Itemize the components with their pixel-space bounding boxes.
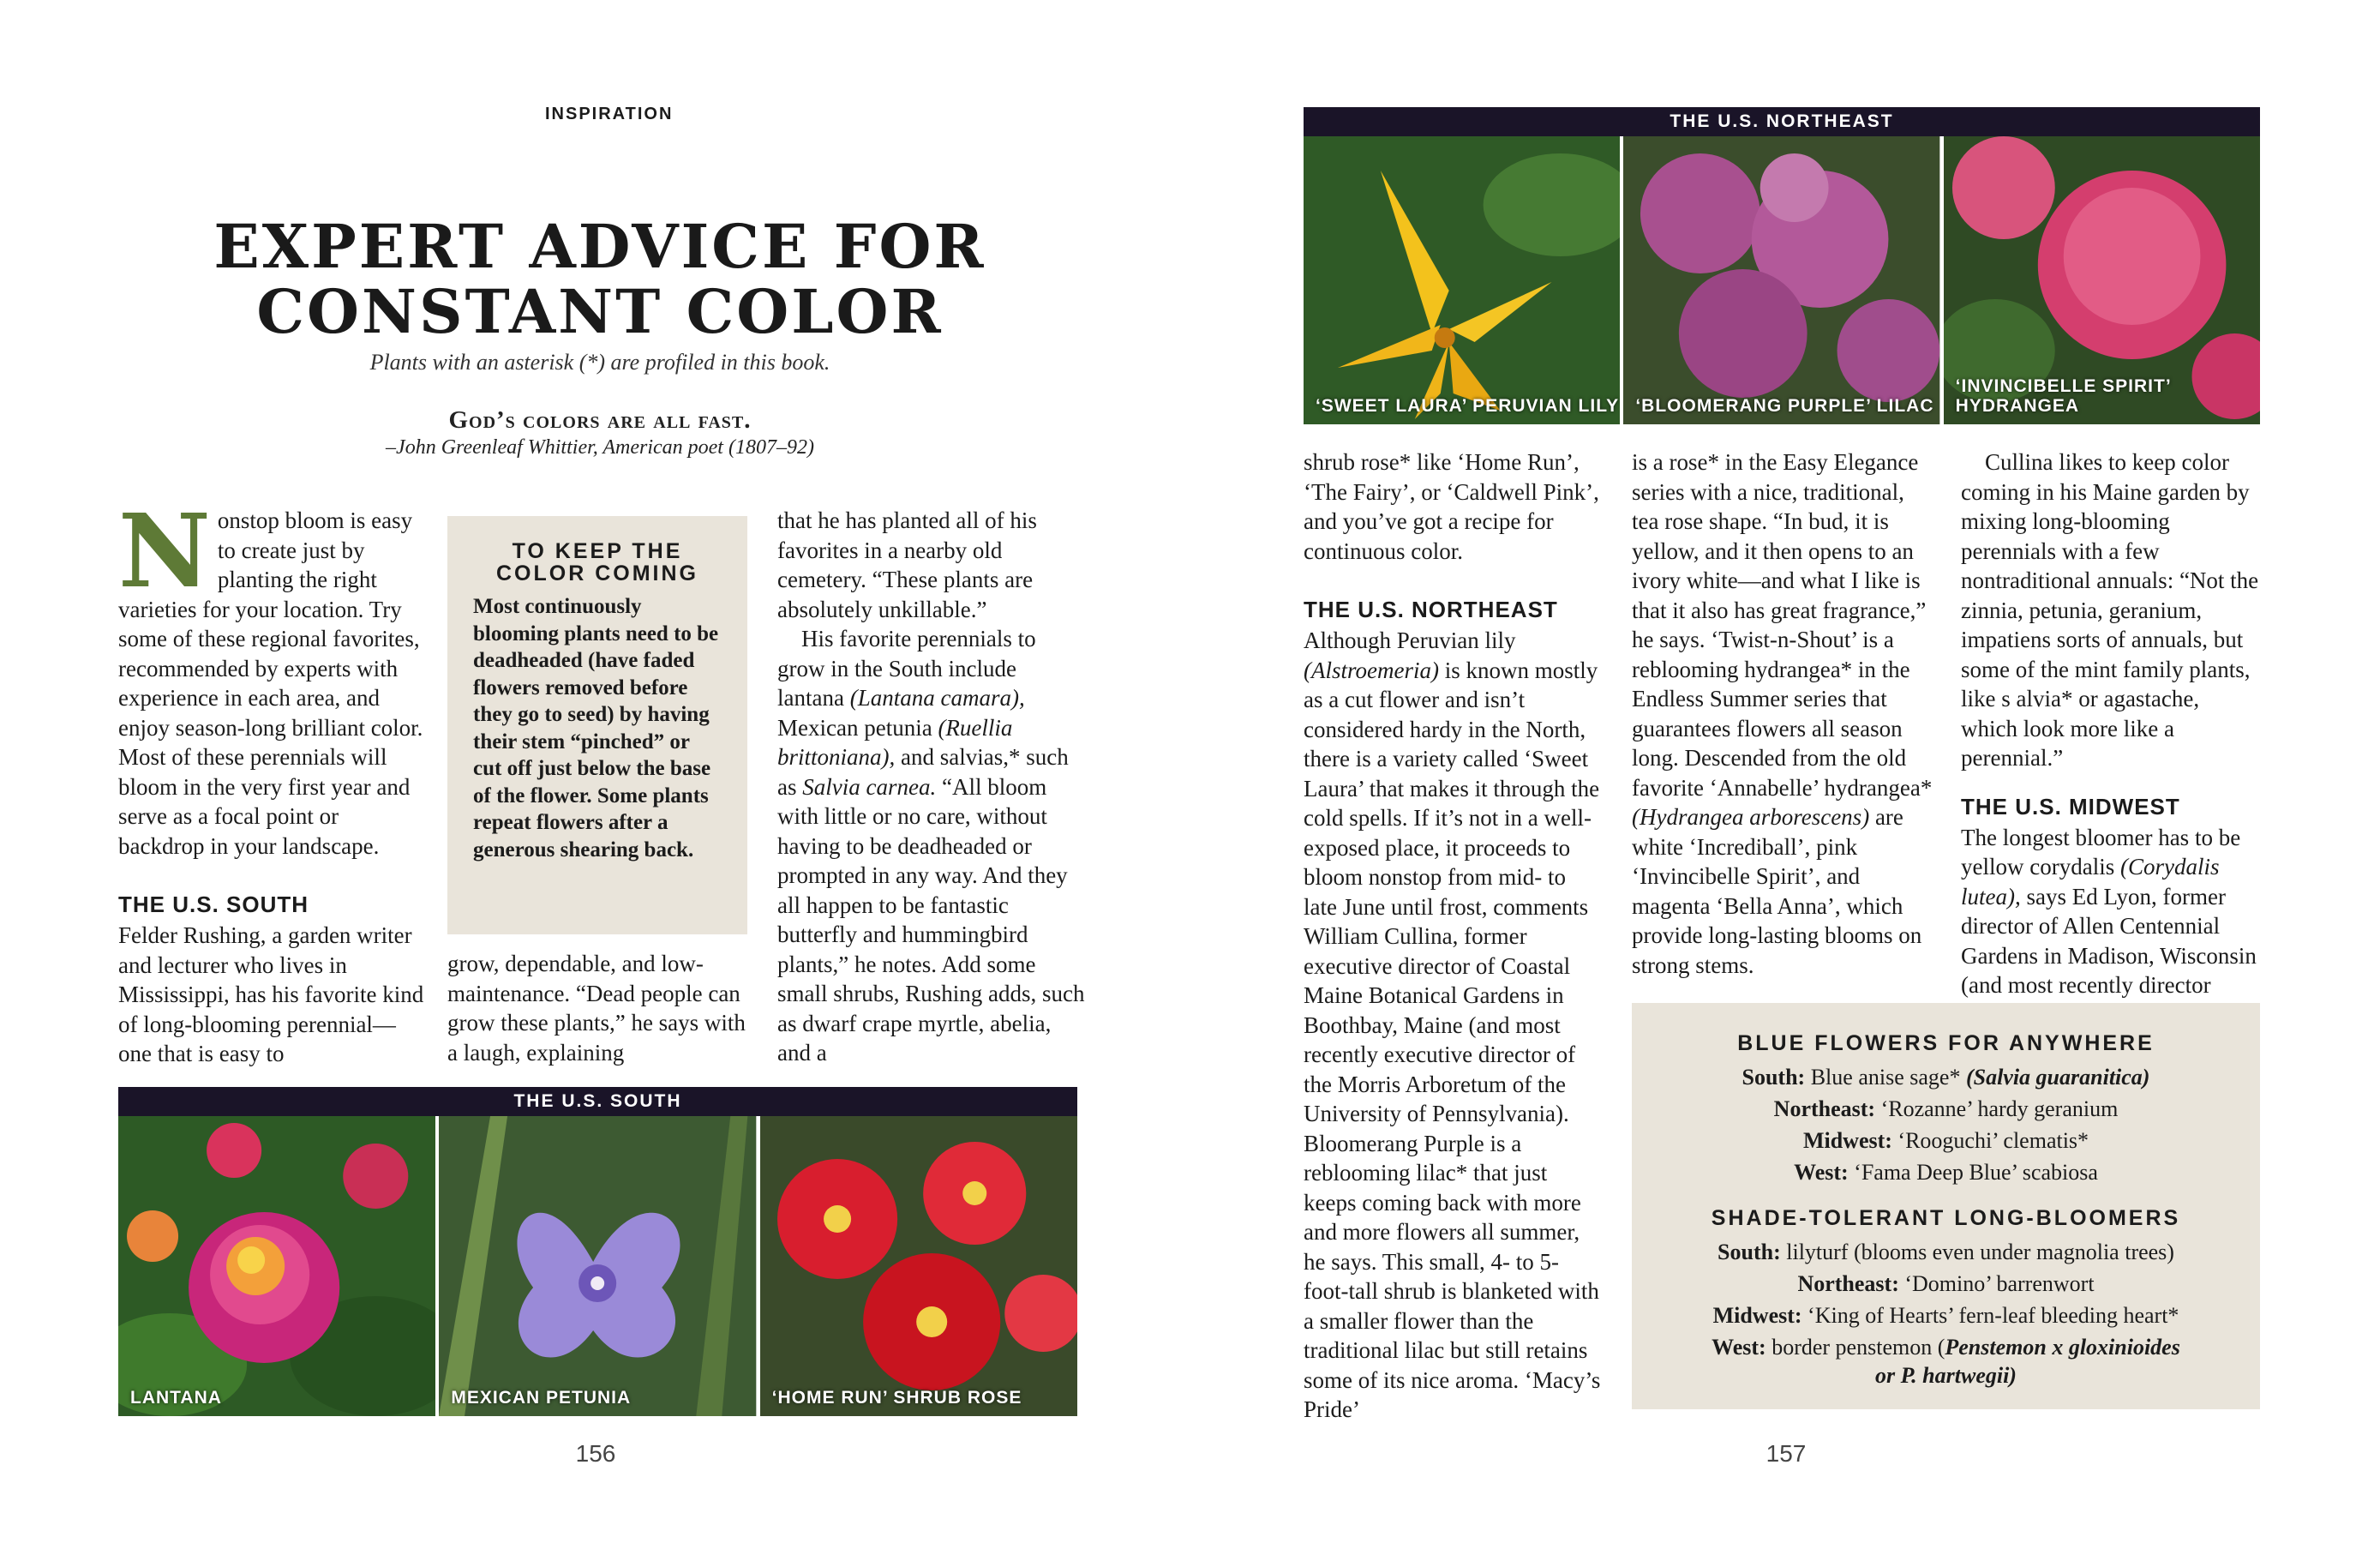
rose-image [760, 1116, 1077, 1416]
plant-list-item: Northeast: ‘Domino’ barrenwort [1797, 1271, 2095, 1296]
col2-paragraph: grow, dependable, and low-maintenance. “Dead people can grow these plants,” he says with a laugh, explaining [447, 951, 746, 1066]
northeast-heading: THE U.S. NORTHEAST [1304, 597, 1558, 622]
article-title [171, 211, 1028, 347]
sidebar-title-line-1: TO KEEP THE [512, 539, 683, 563]
northeast-paragraph: Although Peruvian lily (Alstroemeria) is known mostly as a cut flower and isn’t considered hardy in the North, there is a variety called ‘Sweet Laura’ that makes it through the cold spells. If it’s not in a well-exposed place, it proceeds to bloom nonstop from mid- to late June until frost, comments William Cullina, former executive director of Coastal Maine Botanical Gardens in Boothbay, Maine (and most recently executive director of the Morris Arboretum of the University of Pennsylvania). Bloomerang Purple is a reblooming lilac* that just keeps coming back with more and more flowers all summer, he says. This small, 4- to 5-foot-tall shrub is blanketed with a smaller flower than the traditional lilac but still retains some of its nice aroma. ‘Macy’s Pride’ [1304, 627, 1601, 1422]
plant-list-item: South: lilyturf (blooms even under magnolia trees) [1718, 1240, 2174, 1264]
blue-flowers-list [1649, 1061, 2243, 1188]
photo-home-run-rose [760, 1116, 1077, 1416]
title-line-2: CONSTANT COLOR [256, 276, 944, 347]
left-column-3 [777, 506, 1086, 1068]
col3-paragraph-2: His favorite perennials to grow in the South include lantana (Lantana camara), Mexican petunia (Ruellia brittoniana), and salvias,* such as Salvia carnea. “All bloom with little or no care, without having to be deadheaded or prompted in any way. And they all happen to be fantastic butterfly and hummingbird plants,” he notes. Add some small shrubs, Rushing adds, such as dwarf crape myrtle, abelia, and a [777, 626, 1085, 1066]
caption-home-run-rose: ‘HOME RUN’ SHRUB ROSE [771, 1388, 1022, 1408]
peruvian-lily-image [1304, 136, 1620, 424]
page-number-left: 156 [575, 1440, 616, 1467]
tip-sidebar [447, 516, 747, 934]
photo-bloomerang-lilac [1623, 136, 1939, 424]
right-column-1 [1304, 447, 1604, 1425]
caption-lantana: LANTANA [130, 1388, 222, 1408]
drop-cap: N [118, 491, 211, 610]
photo-invincibelle-hydrangea [1944, 136, 2260, 424]
shade-tolerant-list [1649, 1236, 2243, 1363]
epigraph-quote: God’s colors are all fast. [448, 406, 752, 434]
sidebar-body: Most continuously blooming plants need to be deadheaded (have faded flowers removed before they go to seed) by having their stem “pinched” or cut off just below the base of the flower. Some plants repeat flowers after a generous shearing back. [473, 595, 719, 862]
epigraph [171, 406, 1028, 459]
shade-last-line: or P. hartwegii) [1875, 1363, 2017, 1388]
col2-right-paragraph: is a rose* in the Easy Elegance series with a nice, traditional, tea rose shape. “In bud, it is yellow, and it then opens to an ivory white—and what I like is that it also has great fragrance,” he says. ‘Twist-n-Shout’ is a reblooming hydrangea* in the Endless Summer series that guarantees flowers all season long. Descended from the old favorite ‘Annabelle’ hydrangea* (Hydrangea arborescens) are white ‘Incrediball’, pink ‘Invincibelle Spirit’, and magenta ‘Bella Anna’, which provide long-lasting blooms on strong stems. [1632, 449, 1933, 978]
right-column-2 [1632, 447, 1933, 980]
mexican-petunia-image [439, 1116, 756, 1416]
northeast-banner: THE U.S. NORTHEAST [1304, 107, 2260, 136]
left-column-2 [447, 949, 747, 1067]
cullina-paragraph: Cullina likes to keep color coming in his Maine garden by mixing long-blooming perennials with a few nontraditional annuals: “Not the zinnia, petunia, geranium, impatiens sorts of annuals, but some of the mint family plants, like s alvia* or agastache, which look more like a perennial.” [1961, 449, 2259, 771]
col3-paragraph-1: that he has planted all of his favorites in a nearby old cemetery. “These plants are absolutely unkillable.” [777, 507, 1037, 622]
caption-invincibelle-hydrangea: ‘INVINCIBELLE SPIRIT’ HYDRANGEA [1955, 376, 2172, 416]
left-column-1 [118, 491, 427, 1069]
caption-bloomerang-lilac: ‘BLOOMERANG PURPLE’ LILAC [1635, 396, 1934, 416]
subtitle: Plants with an asterisk (*) are profiled in this book. [369, 350, 830, 375]
photo-peruvian-lily [1304, 136, 1620, 424]
lilac-image [1623, 136, 1939, 424]
lantana-image [118, 1116, 435, 1416]
right-column-3 [1961, 447, 2261, 1000]
plant-list-item: Midwest: ‘Rooguchi’ clematis* [1802, 1128, 2089, 1153]
rose-paragraph: shrub rose* like ‘Home Run’, ‘The Fairy’, or ‘Caldwell Pink’, and you’ve got a recipe for continuous color. [1304, 449, 1599, 564]
photo-lantana [118, 1116, 435, 1416]
south-heading: THE U.S. SOUTH [118, 892, 309, 917]
south-paragraph: Felder Rushing, a garden writer and lecturer who lives in Mississippi, has his favorite kind of long-blooming perennial—one that is easy to [118, 922, 424, 1066]
plant-list-item: West: border penstemon (Penstemon x gloxinioides [1712, 1335, 2180, 1360]
plant-lists-box [1632, 1003, 2260, 1409]
plant-list-item: Midwest: ‘King of Hearts’ fern-leaf bleeding heart* [1712, 1303, 2179, 1328]
caption-peruvian-lily: ‘SWEET LAURA’ PERUVIAN LILY [1316, 396, 1620, 416]
midwest-heading: THE U.S. MIDWEST [1961, 793, 2180, 820]
blue-flowers-title: BLUE FLOWERS FOR ANYWHERE [1737, 1031, 2155, 1055]
sidebar-title-line-2: COLOR COMING [496, 561, 698, 585]
south-photo-strip [118, 1087, 1077, 1416]
epigraph-attribution: –John Greenleaf Whittier, American poet (1807–92) [386, 436, 814, 459]
plant-list-item: West: ‘Fama Deep Blue’ scabiosa [1794, 1160, 2098, 1185]
page-number-right: 157 [1766, 1440, 1807, 1467]
title-line-1: EXPERT ADVICE FOR [213, 211, 986, 282]
photo-mexican-petunia [439, 1116, 756, 1416]
plant-list-item: Northeast: ‘Rozanne’ hardy geranium [1773, 1096, 2119, 1121]
midwest-paragraph: The longest bloomer has to be yellow corydalis (Corydalis lutea), says Ed Lyon, former director of Allen Centennial Gardens in Madison, Wisconsin (and most recently director [1961, 824, 2257, 998]
plant-list-item: South: Blue anise sage* (Salvia guaranitica) [1742, 1065, 2150, 1090]
caption-mexican-petunia: MEXICAN PETUNIA [451, 1388, 632, 1408]
northeast-photo-strip [1304, 107, 2260, 424]
south-banner: THE U.S. SOUTH [118, 1087, 1077, 1116]
running-header: INSPIRATION [545, 105, 674, 123]
shade-tolerant-title: SHADE-TOLERANT LONG-BLOOMERS [1711, 1206, 2181, 1230]
intro-paragraph: onstop bloom is easy to create just by planting the right varieties for your location. Try some of these regional favorites, recommended by experts with experience in each area, and enjoy season-long brilliant color. Most of these perennials will bloom in the very first year and serve as a focal point or backdrop in your landscape. [118, 507, 423, 859]
